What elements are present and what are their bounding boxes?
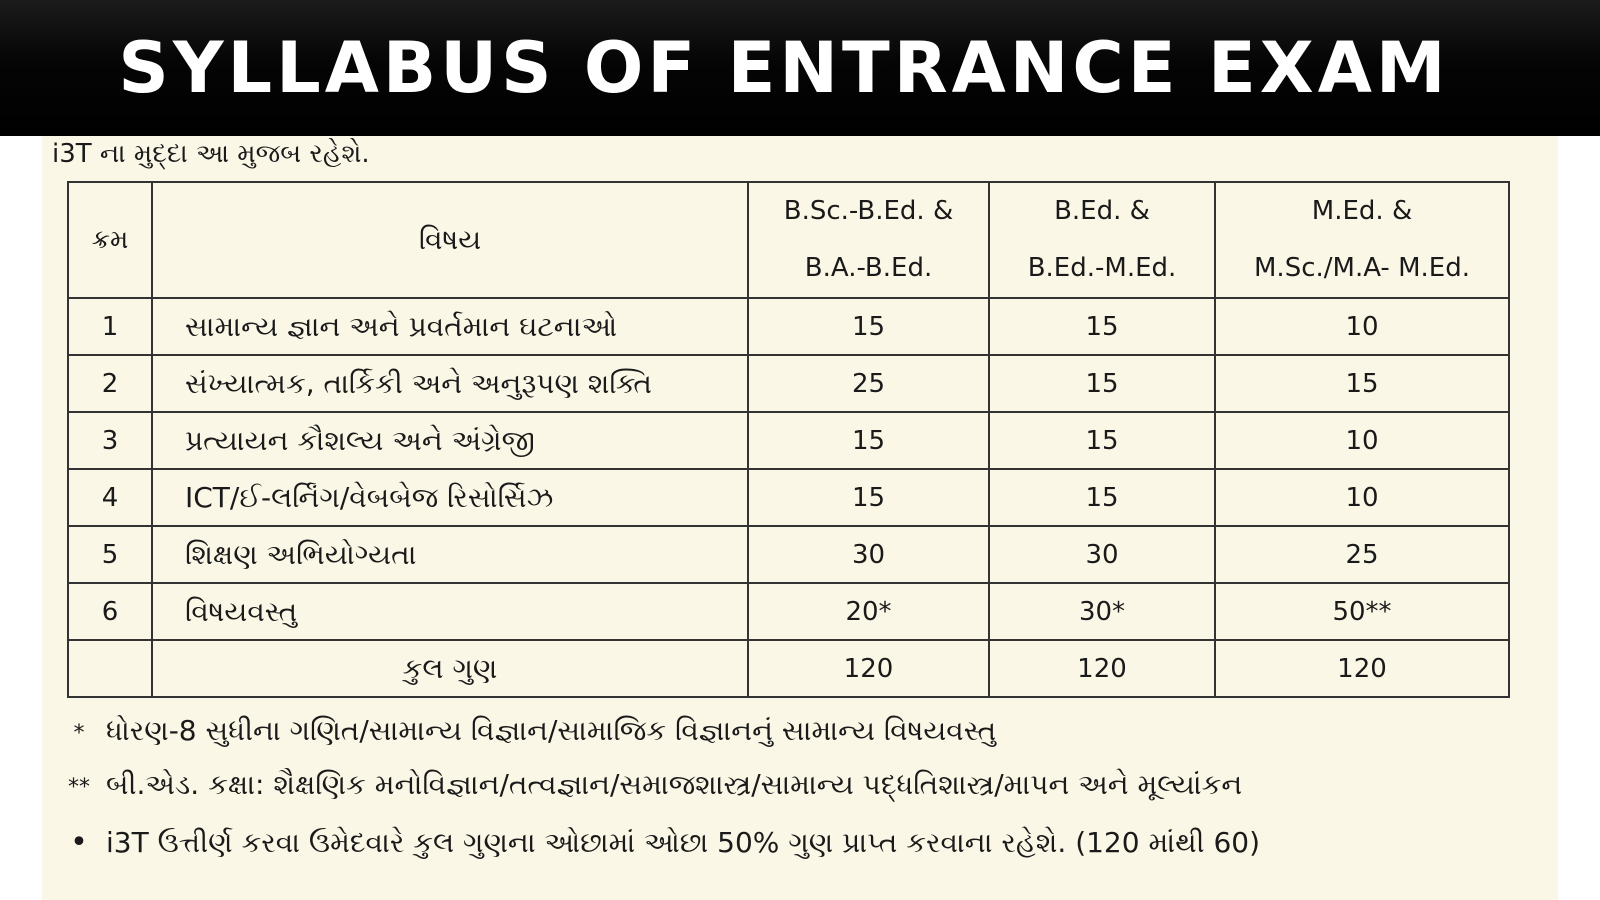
- header-group-line2: B.A.-B.Ed.: [804, 253, 933, 283]
- row-subject: વિષયવસ્તુ: [152, 583, 748, 640]
- intro-text: i3T ના મુદ્દા આ મુજબ રહેશે.: [52, 139, 370, 169]
- row-value: 15: [989, 412, 1215, 469]
- row-number: 1: [68, 298, 152, 355]
- row-value: 50**: [1215, 583, 1509, 640]
- total-value: 120: [1215, 640, 1509, 697]
- footnote-single-asterisk: [52, 713, 996, 752]
- row-subject: પ્રત્યાયન કૌશલ્ય અને અંગ્રેજી: [152, 412, 748, 469]
- header-group-line2: B.Ed.-M.Ed.: [1027, 253, 1177, 283]
- table-header-row: [68, 182, 1509, 298]
- table-row: [68, 469, 1509, 526]
- header-group-line1: M.Ed. &: [1311, 196, 1413, 226]
- row-number: 6: [68, 583, 152, 640]
- total-label: કુલ ગુણ: [152, 640, 748, 697]
- row-number: 5: [68, 526, 152, 583]
- row-value: 15: [748, 412, 989, 469]
- row-value: 15: [989, 469, 1215, 526]
- row-value: 10: [1215, 469, 1509, 526]
- row-value: 10: [1215, 298, 1509, 355]
- row-number: 4: [68, 469, 152, 526]
- header-group-line1: B.Ed. &: [1054, 196, 1150, 226]
- total-value: 120: [989, 640, 1215, 697]
- double-asterisk-mark: **: [68, 775, 90, 800]
- total-empty-cell: [68, 640, 152, 697]
- table-row: [68, 583, 1509, 640]
- header-group-med-msc-ma: [1215, 182, 1509, 298]
- row-value: 15: [989, 355, 1215, 412]
- header-group-line2: M.Sc./M.A- M.Ed.: [1254, 253, 1470, 283]
- footnote-text: i3T ઉત્તીર્ણ કરવા ઉમેદવારે કુલ ગુણના ઓછામાં ઓછા 50% ગુણ પ્રાપ્ત કરવાના રહેશે. (120 માંથી 60): [106, 826, 1261, 859]
- syllabus-document: [42, 136, 1558, 900]
- footnote-text: ધોરણ-8 સુધીના ગણિત/સામાન્ય વિજ્ઞાન/સામાજિક વિજ્ઞાનનું સામાન્ય વિષયવસ્તુ: [106, 714, 997, 747]
- total-value: 120: [748, 640, 989, 697]
- row-subject: શિક્ષણ અભિયોગ્યતા: [152, 526, 748, 583]
- table-row: [68, 298, 1509, 355]
- table-row: [68, 526, 1509, 583]
- header-subject: વિષય: [152, 182, 748, 298]
- header-group-bsc-ba-bed: [748, 182, 989, 298]
- header-serial: ક્રમ: [68, 182, 152, 298]
- row-subject: સામાન્ય જ્ઞાન અને પ્રવર્તમાન ઘટનાઓ: [152, 298, 748, 355]
- row-value: 25: [748, 355, 989, 412]
- row-value: 15: [989, 298, 1215, 355]
- row-value: 25: [1215, 526, 1509, 583]
- row-value: 30: [748, 526, 989, 583]
- asterisk-mark: *: [73, 721, 85, 746]
- row-value: 10: [1215, 412, 1509, 469]
- syllabus-table: [67, 181, 1510, 698]
- header-group-bed-med: [989, 182, 1215, 298]
- row-value: 15: [1215, 355, 1509, 412]
- row-number: 3: [68, 412, 152, 469]
- title-banner: [0, 0, 1600, 136]
- passing-criteria-note: [52, 825, 1260, 861]
- row-subject: સંખ્યાત્મક, તાર્કિકી અને અનુરૂપણ શક્તિ: [152, 355, 748, 412]
- row-value: 30*: [989, 583, 1215, 640]
- row-value: 15: [748, 469, 989, 526]
- header-group-line1: B.Sc.-B.Ed. &: [783, 196, 954, 226]
- table-row: [68, 412, 1509, 469]
- row-value: 30: [989, 526, 1215, 583]
- footnote-double-asterisk: [52, 767, 1242, 806]
- row-value: 15: [748, 298, 989, 355]
- row-subject: ICT/ઈ-લર્નિંગ/વેબબેજ રિસોર્સિઝ: [152, 469, 748, 526]
- bullet-icon: •: [70, 825, 88, 860]
- table-row: [68, 355, 1509, 412]
- page-title: SYLLABUS OF ENTRANCE EXAM: [118, 27, 1450, 109]
- total-row: [68, 640, 1509, 697]
- footnote-text: બી.એડ. કક્ષા: શૈક્ષણિક મનોવિજ્ઞાન/તત્વજ્ઞાન/સમાજશાસ્ત્ર/સામાન્ય પદ્ધતિશાસ્ત્ર/માપન અને મૂલ્યાંકન: [106, 768, 1243, 801]
- row-value: 20*: [748, 583, 989, 640]
- row-number: 2: [68, 355, 152, 412]
